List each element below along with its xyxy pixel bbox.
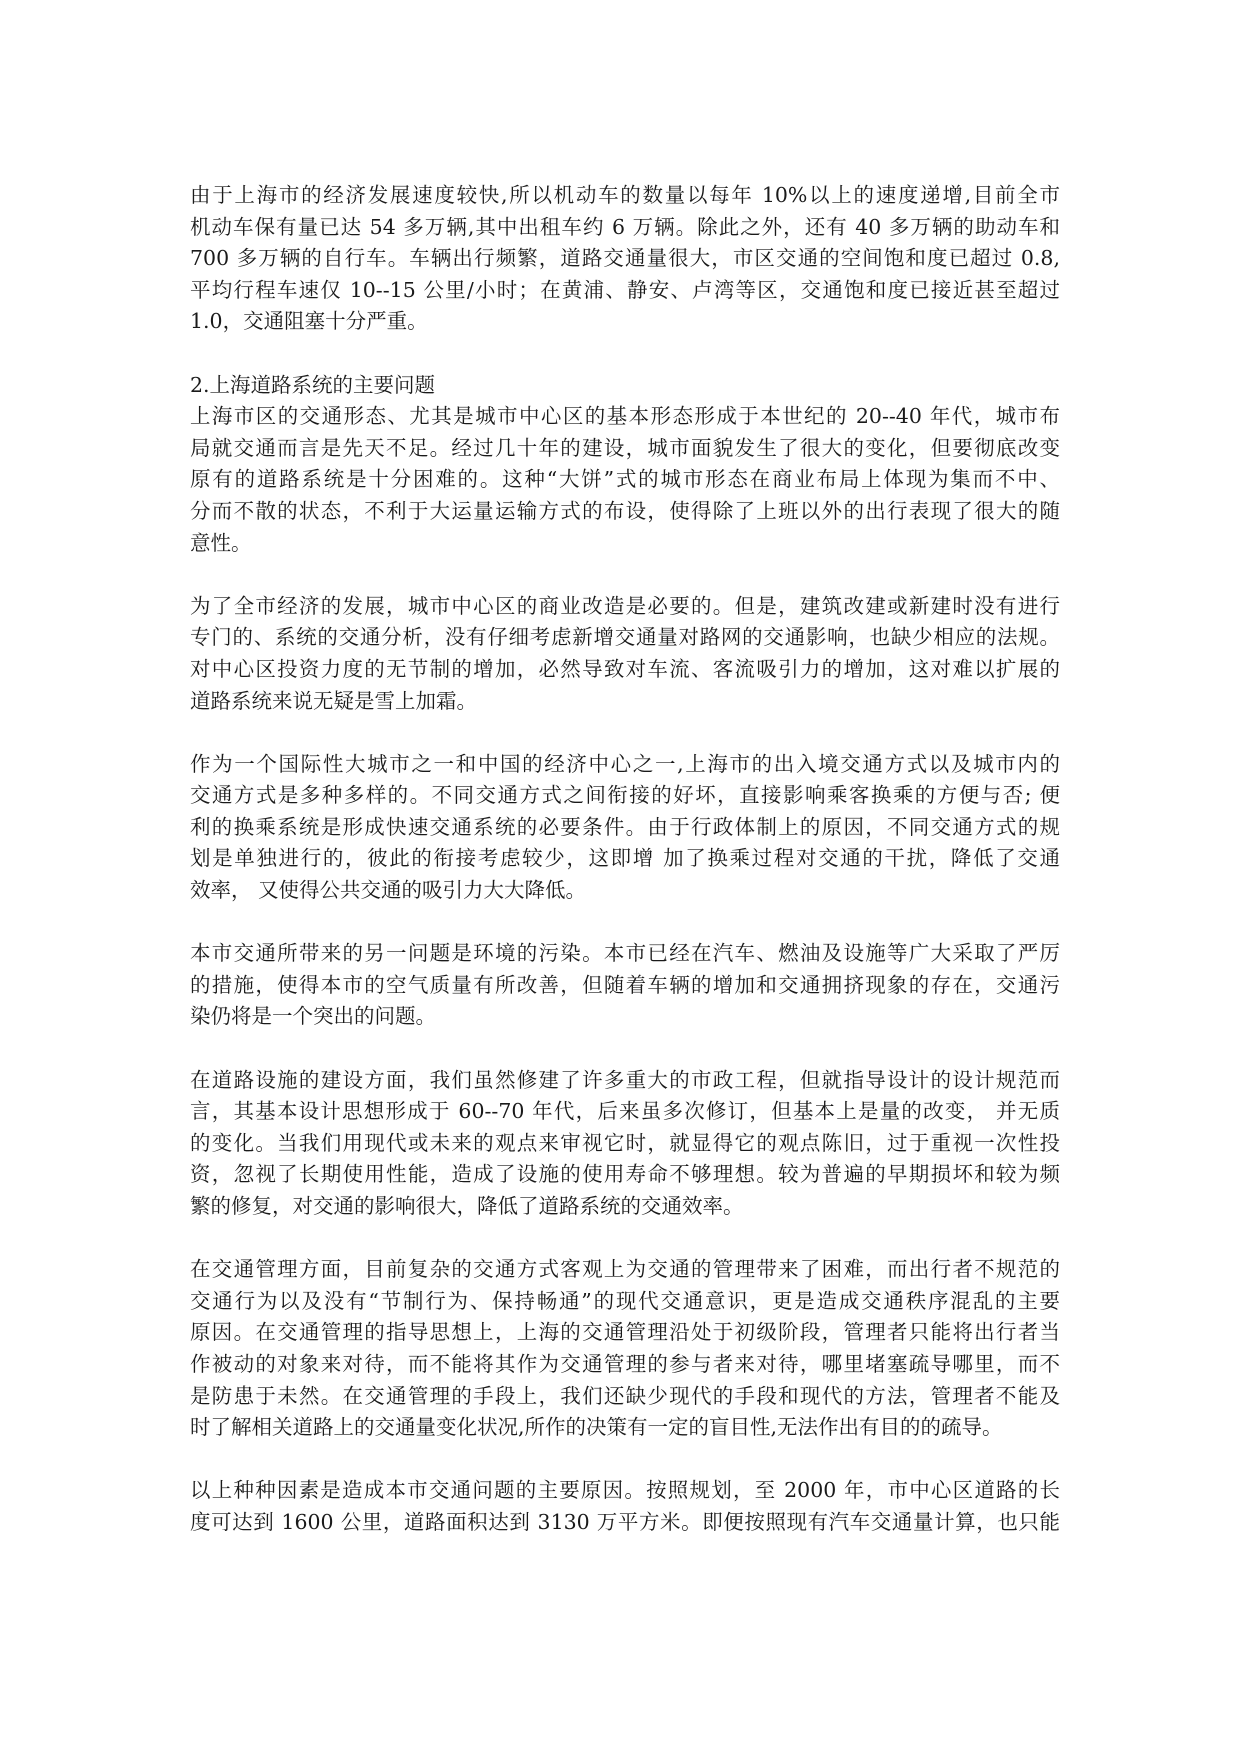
text-line: 由于上海市的经济发展速度较快,所以机动车的数量以每年 10%以上的速度递增,目前全市 <box>190 183 1060 207</box>
text-line: 作被动的对象来对待，而不能将其作为交通管理的参与者来对待，哪里堵塞疏导哪里，而不 <box>190 1351 1060 1376</box>
text-line: 言，其基本设计思想形成于 60--70 年代，后来虽多次修订，但基本上是量的改变， 并无质 <box>190 1099 1060 1124</box>
text-line: 700 多万辆的自行车。车辆出行频繁，道路交通量很大，市区交通的空间饱和度已超过 0.8, <box>190 246 1060 271</box>
text-line: 局就交通而言是先天不足。经过几十年的建设，城市面貌发生了很大的变化，但要彻底改变 <box>190 435 1060 460</box>
text-line: 作为一个国际性大城市之一和中国的经济中心之一,上海市的出入境交通方式以及城市内的 <box>190 751 1060 776</box>
text-line: 效率， 又使得公共交通的吸引力大大降低。 <box>190 878 587 903</box>
text-line: 意性。 <box>190 530 252 555</box>
text-line: 道路系统来说无疑是雪上加霜。 <box>190 688 477 713</box>
text-line: 交通方式是多种多样的。不同交通方式之间衔接的好坏，直接影响乘客换乘的方便与否; 便 <box>190 783 1060 808</box>
text-line: 对中心区投资力度的无节制的增加，必然导致对车流、客流吸引力的增加，这对难以扩展的 <box>190 656 1060 681</box>
text-line: 上海市区的交通形态、尤其是城市中心区的基本形态形成于本世纪的 20--40 年代，城市布 <box>190 404 1060 429</box>
text-line: 划是单独进行的，彼此的衔接考虑较少，这即增 加了换乘过程对交通的干扰，降低了交通 <box>190 846 1060 871</box>
paragraph-pollution <box>190 938 1060 1033</box>
text-line: 原有的道路系统是十分困难的。这种“大饼”式的城市形态在商业布局上体现为集而不中、 <box>190 467 1060 492</box>
paragraph-vehicle-growth <box>190 180 1060 338</box>
text-line: 本市交通所带来的另一问题是环境的污染。本市已经在汽车、燃油及设施等广大采取了严厉 <box>190 941 1060 966</box>
paragraph-urban-form <box>190 401 1060 559</box>
section-heading <box>190 370 1060 402</box>
text-line: 以上种种因素是造成本市交通问题的主要原因。按照规划，至 2000 年，市中心区道路的长 <box>190 1478 1060 1503</box>
text-line: 在交通管理方面，目前复杂的交通方式客观上为交通的管理带来了困难，而出行者不规范的 <box>190 1257 1060 1282</box>
text-line: 专门的、系统的交通分析，没有仔细考虑新增交通量对路网的交通影响，也缺少相应的法规。 <box>190 625 1060 650</box>
text-line: 度可达到 1600 公里，道路面积达到 3130 万平方米。即便按照现有汽车交通量计算，也只能 <box>190 1509 1060 1534</box>
text-line: 在道路设施的建设方面，我们虽然修建了许多重大的市政工程，但就指导设计的设计规范而 <box>190 1067 1060 1092</box>
text-line: 1.0，交通阻塞十分严重。 <box>190 309 428 334</box>
paragraph-traffic-management <box>190 1254 1060 1444</box>
paragraph-commercial-renovation <box>190 591 1060 717</box>
text-line: 机动车保有量已达 54 多万辆,其中出租车约 6 万辆。除此之外，还有 40 多万辆的助动车和 <box>190 214 1060 239</box>
text-line: 为了全市经济的发展，城市中心区的商业改造是必要的。但是，建筑改建或新建时没有进行 <box>190 593 1060 618</box>
paragraph-summary <box>190 1475 1060 1538</box>
paragraph-road-facilities <box>190 1065 1060 1223</box>
text-line: 是防患于未然。在交通管理的手段上，我们还缺少现代的手段和现代的方法，管理者不能及 <box>190 1383 1060 1408</box>
text-line: 的措施，使得本市的空气质量有所改善，但随着车辆的增加和交通拥挤现象的存在，交通污 <box>190 972 1060 997</box>
text-line: 染仍将是一个突出的问题。 <box>190 1004 436 1029</box>
text-line: 繁的修复，对交通的影响很大，降低了道路系统的交通效率。 <box>190 1194 744 1218</box>
text-line: 分而不散的状态，不利于大运量运输方式的布设，使得除了上班以外的出行表现了很大的随 <box>190 498 1060 523</box>
text-line: 原因。在交通管理的指导思想上，上海的交通管理沿处于初级阶段，管理者只能将出行者当 <box>190 1320 1060 1345</box>
text-line: 平均行程车速仅 10--15 公里/小时；在黄浦、静安、卢湾等区，交通饱和度已接近甚至超过 <box>190 277 1060 302</box>
document-body <box>190 180 1060 1539</box>
heading-text: 2.上海道路系统的主要问题 <box>190 372 436 397</box>
text-line: 时了解相关道路上的交通量变化状况,所作的决策有一定的盲目性,无法作出有目的的疏导。 <box>190 1415 1003 1440</box>
text-line: 的变化。当我们用现代或未来的观点来审视它时，就显得它的观点陈旧，过于重视一次性投 <box>190 1130 1060 1155</box>
text-line: 交通行为以及没有“节制行为、保持畅通”的现代交通意识，更是造成交通秩序混乱的主要 <box>190 1288 1060 1313</box>
text-line: 利的换乘系统是形成快速交通系统的必要条件。由于行政体制上的原因，不同交通方式的规 <box>190 814 1060 839</box>
text-line: 资，忽视了长期使用性能，造成了设施的使用寿命不够理想。较为普遍的早期损坏和较为频 <box>190 1162 1060 1187</box>
paragraph-transfer-system <box>190 749 1060 907</box>
